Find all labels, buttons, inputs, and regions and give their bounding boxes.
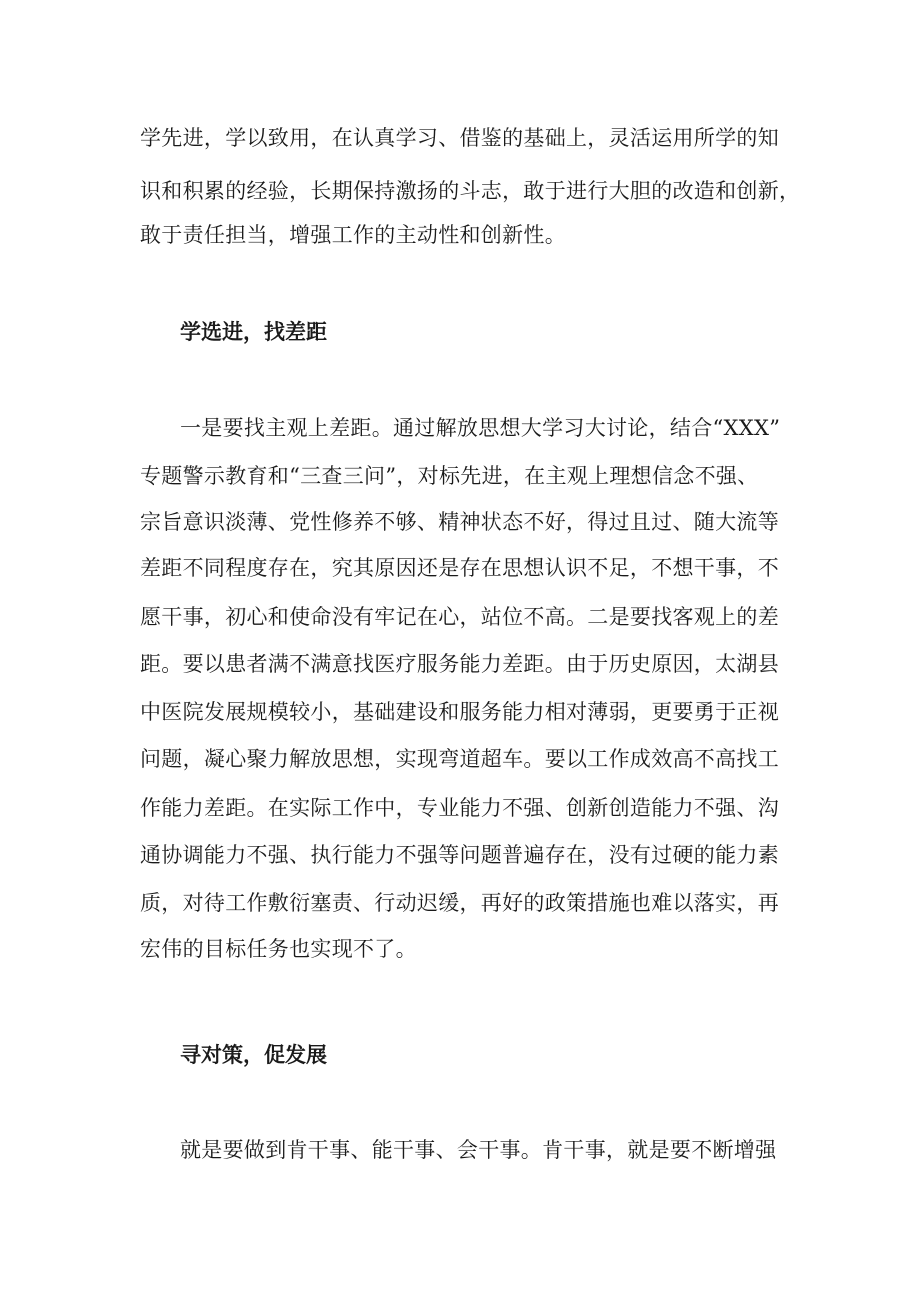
section-heading: 寻对策，促发展 xyxy=(180,1043,327,1067)
text-line: 学先进，学以致用，在认真学习、借鉴的基础上，灵活运用所学的知 xyxy=(140,126,779,150)
text-line: 中医院发展规模较小，基础建设和服务能力相对薄弱，更要勇于正视 xyxy=(140,700,779,724)
text-line: 距。要以患者满不满意找医疗服务能力差距。由于历史原因，太湖县 xyxy=(140,652,779,676)
text-line: 识和积累的经验，长期保持激扬的斗志，敢于进行大胆的改造和创新， xyxy=(140,179,801,203)
text-line: 就是要做到肯干事、能干事、会干事。肯干事，就是要不断增强 xyxy=(180,1138,777,1162)
text-line: 愿干事，初心和使命没有牢记在心，站位不高。二是要找客观上的差 xyxy=(140,605,779,629)
text-line: 通协调能力不强、执行能力不强等问题普遍存在，没有过硬的能力素 xyxy=(140,843,779,867)
text-line: 质，对待工作敷衍塞责、行动迟缓，再好的政策措施也难以落实，再 xyxy=(140,891,779,915)
text-line: 问题，凝心聚力解放思想，实现弯道超车。要以工作成效高不高找工 xyxy=(140,747,779,771)
text-line: 敢于责任担当，增强工作的主动性和创新性。 xyxy=(140,223,566,247)
text-line: 一是要找主观上差距。通过解放思想大学习大讨论，结合“XXX” xyxy=(180,416,781,440)
text-line: 差距不同程度存在，究其原因还是存在思想认识不足，不想干事，不 xyxy=(140,556,779,580)
text-line: 作能力差距。在实际工作中，专业能力不强、创新创造能力不强、沟 xyxy=(140,796,779,820)
text-line: 宗旨意识淡薄、党性修养不够、精神状态不好，得过且过、随大流等 xyxy=(140,510,779,534)
section-heading: 学选进，找差距 xyxy=(180,320,327,344)
text-line: 专题警示教育和“三查三问”，对标先进，在主观上理想信念不强、 xyxy=(140,464,759,488)
text-line: 宏伟的目标任务也实现不了。 xyxy=(140,937,417,961)
